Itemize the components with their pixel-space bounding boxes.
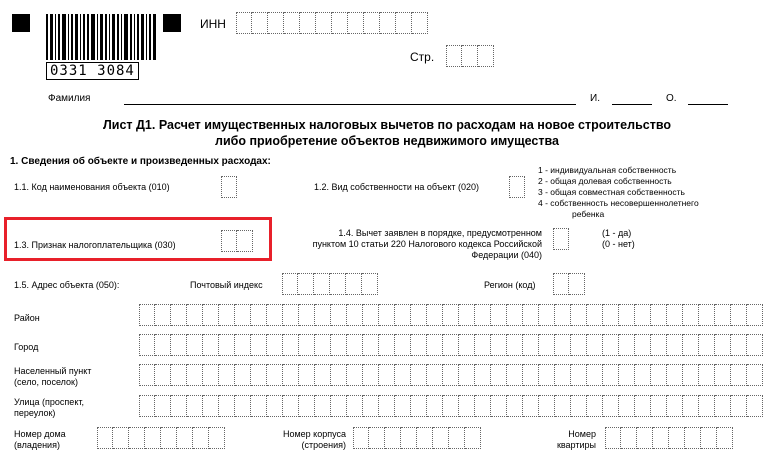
region-code-label: Регион (код) <box>484 280 536 290</box>
district-label: Район <box>14 313 40 323</box>
postal-code-cells[interactable] <box>282 273 378 295</box>
ownership-option-2: 2 - общая долевая собственность <box>538 176 672 186</box>
city-cells[interactable] <box>139 334 763 356</box>
deduction-claim-line3: Федерации (040) <box>471 250 542 260</box>
house-number-cells[interactable] <box>97 427 225 449</box>
building-number-label <box>262 429 346 451</box>
no-legend: (0 - нет) <box>602 239 635 249</box>
surname-field[interactable] <box>124 104 576 105</box>
barcode <box>46 14 158 60</box>
sheet-title-line1: Лист Д1. Расчет имущественных налоговых вычетов по расходам на новое строительство <box>103 118 671 132</box>
building-number-label-line2: (строения) <box>301 440 346 450</box>
page-cells[interactable] <box>446 45 494 67</box>
street-label <box>14 397 84 419</box>
deduction-claim-label <box>276 228 542 261</box>
address-label: 1.5. Адрес объекта (050): <box>14 280 120 290</box>
section-heading: 1. Сведения об объекте и произведенных расходах: <box>10 156 271 167</box>
initial-i-label: И. <box>590 93 600 104</box>
highlight-box <box>4 217 272 261</box>
house-number-label <box>14 429 66 451</box>
taxpayer-sign-label: 1.3. Признак налогоплательщика (030) <box>14 240 176 250</box>
house-number-label-line1: Номер дома <box>14 429 66 439</box>
postal-code-label: Почтовый индекс <box>190 280 263 290</box>
settlement-label <box>14 366 91 388</box>
inn-label: ИНН <box>200 17 226 31</box>
yes-no-legend <box>602 228 635 250</box>
yes-legend: (1 - да) <box>602 228 632 238</box>
ownership-option-1: 1 - индивидуальная собственность <box>538 165 677 175</box>
settlement-cells[interactable] <box>139 364 763 386</box>
region-code-cells[interactable] <box>553 273 585 295</box>
ownership-options <box>538 165 699 220</box>
ownership-type-cell[interactable] <box>509 176 525 198</box>
initial-o-field[interactable] <box>688 104 728 105</box>
ownership-type-label: 1.2. Вид собственности на объект (020) <box>314 182 479 192</box>
ownership-option-4-cont: ребенка <box>572 209 605 219</box>
corner-marker-right <box>163 14 181 32</box>
sheet-title-line2: либо приобретение объектов недвижимого имущества <box>215 134 559 148</box>
ownership-option-4: 4 - собственность несовершеннолетнего <box>538 198 699 208</box>
deduction-claim-line1: 1.4. Вычет заявлен в порядке, предусмотренном <box>338 228 542 238</box>
ownership-option-3: 3 - общая совместная собственность <box>538 187 685 197</box>
settlement-label-line2: (село, поселок) <box>14 377 78 387</box>
building-number-cells[interactable] <box>353 427 481 449</box>
object-code-label: 1.1. Код наименования объекта (010) <box>14 182 170 192</box>
apartment-number-label-line1: Номер <box>568 429 596 439</box>
house-number-label-line2: (владения) <box>14 440 60 450</box>
city-label: Город <box>14 342 39 352</box>
barcode-number: 0331 3084 <box>46 62 139 80</box>
apartment-number-label-line2: квартиры <box>556 440 596 450</box>
initial-i-field[interactable] <box>612 104 652 105</box>
deduction-claim-cell[interactable] <box>553 228 569 250</box>
page-label: Стр. <box>410 50 435 64</box>
surname-label: Фамилия <box>48 93 91 104</box>
corner-marker-left <box>12 14 30 32</box>
apartment-number-label <box>540 429 596 451</box>
street-cells[interactable] <box>139 395 763 417</box>
district-cells[interactable] <box>139 304 763 326</box>
apartment-number-cells[interactable] <box>605 427 733 449</box>
street-label-line2: переулок) <box>14 408 56 418</box>
deduction-claim-line2: пунктом 10 статьи 220 Налогового кодекса Российской <box>312 239 542 249</box>
street-label-line1: Улица (проспект, <box>14 397 84 407</box>
sheet-title <box>0 117 774 149</box>
object-code-cell[interactable] <box>221 176 237 198</box>
building-number-label-line1: Номер корпуса <box>282 429 346 439</box>
inn-cells[interactable] <box>236 12 428 34</box>
initial-o-label: О. <box>666 93 677 104</box>
settlement-label-line1: Населенный пункт <box>14 366 92 376</box>
